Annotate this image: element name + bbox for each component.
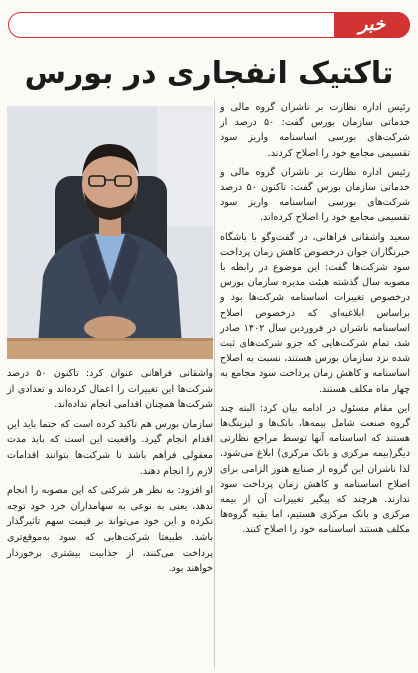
portrait-illustration — [7, 106, 213, 359]
paragraph: سازمان بورس هم تاکید کرده است که حتما باید این اقدام انجام گیرد. واقعیت این است که باید مدت معقولی فراهم باشد تا شرکت‌ها بتوانند اقدامات لازم را انجام دهند. — [7, 418, 213, 477]
section-label: خبر — [334, 12, 410, 38]
paragraph: رئیس اداره نظارت بر ناشران گروه مالی و خدماتی سازمان بورس گفت: تاکنون ۵۰ درصد شرکت‌های بورسی اساسنامه واریز سود تقسیمی مجامع خود را اصلاح کرده‌اند. — [220, 166, 410, 224]
paragraph: رئیس اداره نظارت بر ناشران گروه مالی و خدماتی سازمان بورس گفت: ۵۰ درصد از شرکت‌های بورسی اساسنامه واریز سود تقسیمی مجامع خود را اصلاح کردند. — [220, 102, 410, 159]
paragraph: او افزود: به نظر هر شرکتی که این مصوبه را انجام ندهد، یعنی به نوعی به سهامداران خرد خود توجه نکرده و این خود می‌تواند بر قیمت سهم تاثیرگذار باشد. طبیعتا شرکت‌هایی که سود به‌موقع‌تری پرداخت می‌کنند، از جذابیت بیشتری برخوردار خواهند بود. — [7, 485, 213, 575]
article-headline: تاکتیک انفجاری در بورس — [24, 56, 394, 91]
article-column-left — [7, 366, 213, 581]
paragraph: واشقانی فراهانی عنوان کرد: تاکنون ۵۰ درصد شرکت‌ها این تغییرات را اعمال کرده‌اند و تعدادی از شرکت‌ها همچنان اقدامی انجام نداده‌اند. — [7, 368, 214, 411]
paragraph: سعید واشقانی فراهانی، در گفت‌وگو با باشگاه خبرنگاران جوان درخصوص کاهش زمان پرداخت سود شرکت‌ها گفت: این موضوع در رابطه با مصوبه سال گذشته هیئت مدیره سازمان بورس درخصوص تغییرات اساسنامه شرکت‌ها بود و براساس ابلاغیه‌ای که درخصوص اصلاح اساسنامه ناشران در فروردین سال ۱۴۰۲ صادر شد، تمام شرکت‌هایی که جزو شرکت‌های ثبت شده نزد سازمان بورس هستند، نسبت به اصلاح اساسنامه و کاهش زمان پرداخت سود مجامع به چهار ماه مکلف هستند. — [220, 231, 410, 395]
paragraph: این مقام مسئول در ادامه بیان کرد: البته چند گروه صنعت شامل بیمه‌ها، بانک‌ها و لیزینگ‌ها هستند که اساسنامه آنها توسط مراجع نظارتی دیگر(بیمه مرکزی و بانک مرکزی) ابلاغ می‌شود. لذا ناشران این گروه از صنایع هنوز الزامی برای اصلاح اساسنامه و کاهش زمان پرداخت سود ندارند. هرچند که پیگیر تغییرات آن از بیمه مرکزی و بانک مرکزی هستیم، اما بقیه گروه‌ها مکلف هستند اساسنامه خود را اصلاح کنند. — [220, 402, 410, 536]
portrait-photo — [7, 106, 213, 359]
article-column-right — [220, 100, 410, 542]
column-divider — [214, 100, 215, 668]
